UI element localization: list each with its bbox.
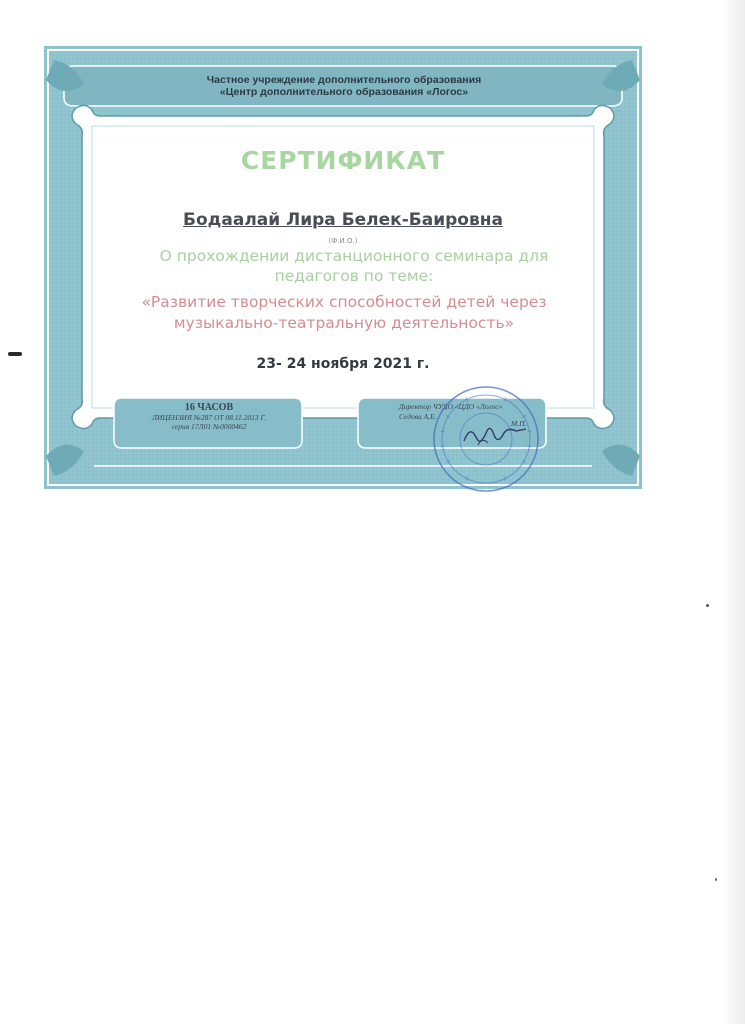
description-line-1: О прохождении дистанционного семинара для (159, 247, 549, 265)
seal-icon (416, 375, 556, 495)
director-name: Седова А.Е. (399, 412, 437, 421)
certificate (44, 46, 642, 489)
header-line-1: Частное учреждение дополнительного образования (206, 74, 482, 86)
director-title: Директор ЧУДО «ЦДО «Логос» (399, 402, 503, 411)
recipient-name-block (44, 210, 642, 230)
organization-header (194, 74, 494, 98)
recipient-caption: (Ф.И.О.) (328, 237, 358, 245)
scanned-page-edge (722, 0, 745, 1024)
topic-line-1: «Развитие творческих способностей детей через (141, 293, 547, 311)
topic-line-2: музыкально-театральную деятельность» (173, 314, 515, 332)
scan-speck (706, 604, 709, 607)
seminar-dates: 23- 24 ноября 2021 г. (256, 356, 430, 372)
signature-icon (464, 428, 526, 441)
header-line-2: «Центр дополнительного образования «Логос» (219, 86, 469, 98)
recipient-name: Бодаалай Лира Белек-Баировна (183, 210, 503, 230)
seminar-topic (84, 292, 604, 334)
hours-label: 16 ЧАСОВ (184, 402, 234, 413)
description (104, 246, 604, 286)
license-series: серия 17Л01 №0000462 (171, 422, 247, 431)
description-line-2: педагогов по теме: (274, 267, 434, 285)
license-plaque (134, 402, 284, 431)
scan-speck (715, 878, 717, 881)
scan-mark (8, 352, 22, 356)
certificate-title: СЕРТИФИКАТ (240, 146, 446, 175)
stamp-place-label: М.П. (511, 419, 527, 428)
license-number: ЛИЦЕНЗИЯ №287 ОТ 08.11.2013 Г. (151, 413, 267, 422)
